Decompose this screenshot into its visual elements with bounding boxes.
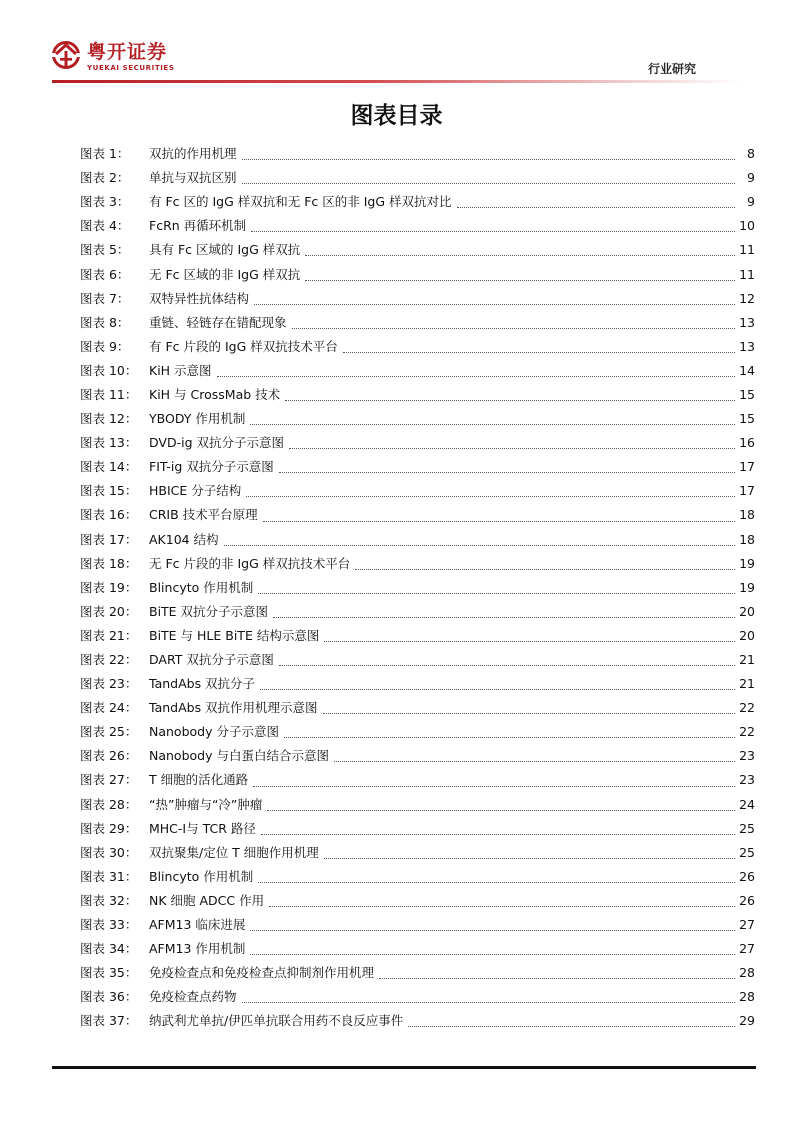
toc-entry-page[interactable]: 22 [739,724,755,740]
toc-entry-title[interactable]: 免疫检查点药物 [149,989,237,1005]
toc-dot-leader [273,616,735,618]
toc-entry[interactable] [80,479,755,503]
toc-entry-label: 图表 25： [80,724,138,740]
toc-entry-label: 图表 37： [80,1013,138,1029]
toc-entry-title[interactable]: 具有 Fc 区域的 IgG 样双抗 [149,242,301,258]
toc-entry[interactable] [80,431,755,455]
toc-entry-label: 图表 5： [80,242,130,258]
toc-dot-leader [305,254,735,256]
toc-entry-page[interactable]: 17 [739,483,755,499]
toc-entry-title[interactable]: NK 细胞 ADCC 作用 [149,892,265,908]
toc-entry-page[interactable]: 11 [739,266,755,282]
toc-entry-page[interactable]: 19 [739,555,755,571]
toc-dot-leader [217,375,735,377]
toc-dot-leader [284,736,735,738]
toc-entry-page[interactable]: 14 [739,362,755,378]
toc-entry-page[interactable]: 25 [739,820,755,836]
toc-entry-label: 图表 21： [80,627,138,643]
toc-entry-page[interactable]: 17 [739,459,755,475]
toc-entry[interactable] [80,720,755,744]
toc-entry[interactable] [80,287,755,311]
toc-entry-label: 图表 15： [80,483,138,499]
toc-dot-leader [269,905,735,907]
toc-entry-title[interactable]: Nanobody 与白蛋白结合示意图 [149,748,329,764]
toc-entry-label: 图表 33： [80,917,138,933]
toc-entry-label: 图表 10： [80,362,138,378]
toc-entry-title[interactable]: Blincyto 作用机制 [149,579,254,595]
toc-entry-title[interactable]: 无 Fc 片段的非 IgG 样双抗技术平台 [149,555,351,571]
toc-dot-leader [250,953,735,955]
toc-entry-label: 图表 6： [80,266,130,282]
toc-entry-page[interactable]: 23 [739,772,755,788]
toc-entry[interactable] [80,889,755,913]
toc-entry-title[interactable]: 有 Fc 区的 IgG 样双抗和无 Fc 区的非 IgG 样双抗对比 [149,194,452,210]
toc-entry-title[interactable]: TandAbs 双抗分子 [149,676,256,692]
toc-entry-page[interactable]: 19 [739,579,755,595]
toc-entry-label: 图表 11： [80,386,138,402]
toc-entry-label: 图表 7： [80,290,130,306]
toc-dot-leader [334,760,735,762]
toc-entry[interactable] [80,576,755,600]
toc-entry-title[interactable]: YBODY 作用机制 [149,411,246,427]
section-label: 行业研究 [648,62,697,76]
toc-entry-label: 图表 17： [80,531,138,547]
footer-divider [52,1066,756,1069]
toc-entry-page[interactable]: 28 [739,989,755,1005]
toc-entry[interactable] [80,359,755,383]
toc-entry-page[interactable]: 9 [747,170,755,186]
toc-entry[interactable] [80,528,755,552]
toc-entry-title[interactable]: AFM13 作用机制 [149,941,246,957]
toc-entry[interactable] [80,1009,755,1033]
toc-entry[interactable] [80,262,755,286]
toc-entry-label: 图表 34： [80,941,138,957]
toc-dot-leader [250,423,735,425]
toc-entry-title[interactable]: MHC-Ⅰ与 TCR 路径 [149,820,256,836]
toc-entry-title[interactable]: 双抗的作用机理 [149,146,237,162]
toc-entry[interactable] [80,865,755,889]
toc-entry-label: 图表 24： [80,700,138,716]
toc-entry-title[interactable]: DVD-ig 双抗分子示意图 [149,435,284,451]
toc-entry[interactable] [80,985,755,1009]
toc-entry-title[interactable]: “热”肿瘤与“冷”肿瘤 [149,796,263,812]
toc-entry-title[interactable]: Blincyto 作用机制 [149,868,254,884]
toc-entry-page[interactable]: 21 [739,676,755,692]
toc-entry-title[interactable]: Nanobody 分子示意图 [149,724,279,740]
toc-entry-label: 图表 16： [80,507,138,523]
toc-entry-page[interactable]: 20 [739,627,755,643]
toc-entry[interactable] [80,696,755,720]
toc-entry-page[interactable]: 23 [739,748,755,764]
toc-entry-title[interactable]: 双特异性抗体结构 [149,290,250,306]
toc-entry[interactable] [80,600,755,624]
toc-entry-title[interactable]: 无 Fc 区域的非 IgG 样双抗 [149,266,301,282]
toc-entry-title[interactable]: 双抗聚集/定位 T 细胞作用机理 [149,844,319,860]
toc-entry-page[interactable]: 16 [739,435,755,451]
toc-entry[interactable] [80,648,755,672]
toc-entry-page[interactable]: 11 [739,242,755,258]
toc-entry-title[interactable]: DART 双抗分子示意图 [149,652,274,668]
toc-dot-leader [258,592,735,594]
toc-entry[interactable] [80,214,755,238]
toc-entry-label: 图表 22： [80,652,138,668]
toc-dot-leader [289,447,735,449]
toc-entry-page[interactable]: 27 [739,941,755,957]
toc-dot-leader [305,279,735,281]
toc-entry-label: 图表 14： [80,459,138,475]
toc-dot-leader [250,929,735,931]
toc-entry-label: 图表 1： [80,146,130,162]
toc-entry-page[interactable]: 25 [739,844,755,860]
toc-entry-page[interactable]: 18 [739,531,755,547]
toc-dot-leader [242,158,735,160]
toc-dot-leader [242,1001,735,1003]
toc-entry[interactable] [80,335,755,359]
toc-entry-title[interactable]: 免疫检查点和免疫检查点抑制剂作用机理 [149,965,375,981]
toc-entry-label: 图表 19： [80,579,138,595]
toc-entry-title[interactable]: 有 Fc 片段的 IgG 样双抗技术平台 [149,338,338,354]
yuekai-logo-icon [52,40,80,70]
toc-entry-page[interactable]: 26 [739,892,755,908]
toc-entry-title[interactable]: BiTE 与 HLE BiTE 结构示意图 [149,627,320,643]
toc-entry[interactable] [80,961,755,985]
toc-entry[interactable] [80,407,755,431]
brand-name-cn: 粤开证券 [87,41,168,63]
toc-dot-leader [279,664,735,666]
toc-entry[interactable] [80,793,755,817]
toc-dot-leader [253,785,735,787]
toc-entry-title[interactable]: BiTE 双抗分子示意图 [149,603,269,619]
toc-entry-page[interactable]: 12 [739,290,755,306]
toc-entry-label: 图表 30： [80,844,138,860]
toc-entry-title[interactable]: 单抗与双抗区别 [149,170,237,186]
toc-dot-leader [254,303,735,305]
toc-entry-label: 图表 29： [80,820,138,836]
toc-dot-leader [260,688,735,690]
toc-entry-title[interactable]: 重链、轻链存在错配现象 [149,314,287,330]
toc-entry-label: 图表 8： [80,314,130,330]
toc-entry-title[interactable]: 纳武利尤单抗/伊匹单抗联合用药不良反应事件 [149,1013,404,1029]
toc-entry-page[interactable]: 13 [739,314,755,330]
toc-entry[interactable] [80,744,755,768]
toc-entry-page[interactable]: 15 [739,411,755,427]
toc-entry-page[interactable]: 13 [739,338,755,354]
toc-entry-page[interactable]: 9 [747,194,755,210]
toc-dot-leader [324,857,735,859]
toc-entry-label: 图表 28： [80,796,138,812]
toc-entry-page[interactable]: 20 [739,603,755,619]
toc-dot-leader [224,544,735,546]
toc-entry-page[interactable]: 8 [747,146,755,162]
toc-dot-leader [251,230,735,232]
toc-entry-label: 图表 9： [80,338,130,354]
toc-entry-page[interactable]: 27 [739,917,755,933]
toc-entry-page[interactable]: 28 [739,965,755,981]
toc-entry-label: 图表 3： [80,194,130,210]
toc-entry[interactable] [80,503,755,527]
toc-dot-leader [279,471,735,473]
toc-entry-label: 图表 23： [80,676,138,692]
toc-entry-page[interactable]: 18 [739,507,755,523]
toc-entry-title[interactable]: T 细胞的活化通路 [149,772,249,788]
toc-entry[interactable] [80,166,755,190]
toc-entry-label: 图表 18： [80,555,138,571]
toc-entry[interactable] [80,913,755,937]
toc-entry[interactable] [80,624,755,648]
table-of-figures [80,142,755,1032]
toc-dot-leader [242,182,735,184]
toc-dot-leader [285,399,735,401]
brand-name-en: YUEKAI SECURITIES [87,64,175,72]
toc-dot-leader [379,977,735,979]
toc-entry-title[interactable]: FIT-ig 双抗分子示意图 [149,459,274,475]
toc-entry[interactable] [80,817,755,841]
toc-entry[interactable] [80,455,755,479]
toc-entry[interactable] [80,142,755,166]
toc-entry-title[interactable]: FcRn 再循环机制 [149,218,247,234]
header-divider [52,80,744,83]
toc-dot-leader [246,495,735,497]
toc-dot-leader [261,833,735,835]
toc-dot-leader [292,327,735,329]
toc-entry-label: 图表 13： [80,435,138,451]
toc-entry-label: 图表 12： [80,411,138,427]
toc-entry-page[interactable]: 29 [739,1013,755,1029]
toc-entry-title[interactable]: CRIB 技术平台原理 [149,507,258,523]
toc-entry[interactable] [80,937,755,961]
toc-entry-page[interactable]: 21 [739,652,755,668]
toc-entry-title[interactable]: KiH 与 CrossMab 技术 [149,386,281,402]
toc-entry-label: 图表 26： [80,748,138,764]
toc-dot-leader [323,712,735,714]
toc-entry-label: 图表 36： [80,989,138,1005]
page-header [0,0,793,90]
toc-entry-label: 图表 32： [80,892,138,908]
toc-entry-title[interactable]: KiH 示意图 [149,362,212,378]
toc-dot-leader [263,520,735,522]
toc-entry[interactable] [80,190,755,214]
toc-entry-label: 图表 4： [80,218,130,234]
toc-entry[interactable] [80,552,755,576]
toc-dot-leader [355,568,735,570]
toc-entry-title[interactable]: AFM13 临床进展 [149,917,246,933]
toc-entry[interactable] [80,383,755,407]
toc-entry-title[interactable]: HBICE 分子结构 [149,483,242,499]
toc-entry-label: 图表 27： [80,772,138,788]
toc-entry-label: 图表 20： [80,603,138,619]
toc-entry-page[interactable]: 22 [739,700,755,716]
toc-dot-leader [324,640,735,642]
toc-entry[interactable] [80,311,755,335]
toc-entry-label: 图表 2： [80,170,130,186]
toc-entry[interactable] [80,841,755,865]
toc-dot-leader [408,1025,735,1027]
toc-entry-label: 图表 31： [80,868,138,884]
toc-entry[interactable] [80,768,755,792]
toc-entry-label: 图表 35： [80,965,138,981]
toc-entry-page[interactable]: 24 [739,796,755,812]
toc-dot-leader [258,881,735,883]
toc-entry-page[interactable]: 26 [739,868,755,884]
toc-dot-leader [267,809,735,811]
toc-entry[interactable] [80,672,755,696]
page-title: 图表目录 [350,103,443,129]
toc-entry[interactable] [80,238,755,262]
toc-entry-page[interactable]: 15 [739,386,755,402]
toc-dot-leader [343,351,735,353]
toc-entry-page[interactable]: 10 [739,218,755,234]
toc-entry-title[interactable]: AK104 结构 [149,531,219,547]
toc-entry-title[interactable]: TandAbs 双抗作用机理示意图 [149,700,318,716]
toc-dot-leader [457,206,735,208]
